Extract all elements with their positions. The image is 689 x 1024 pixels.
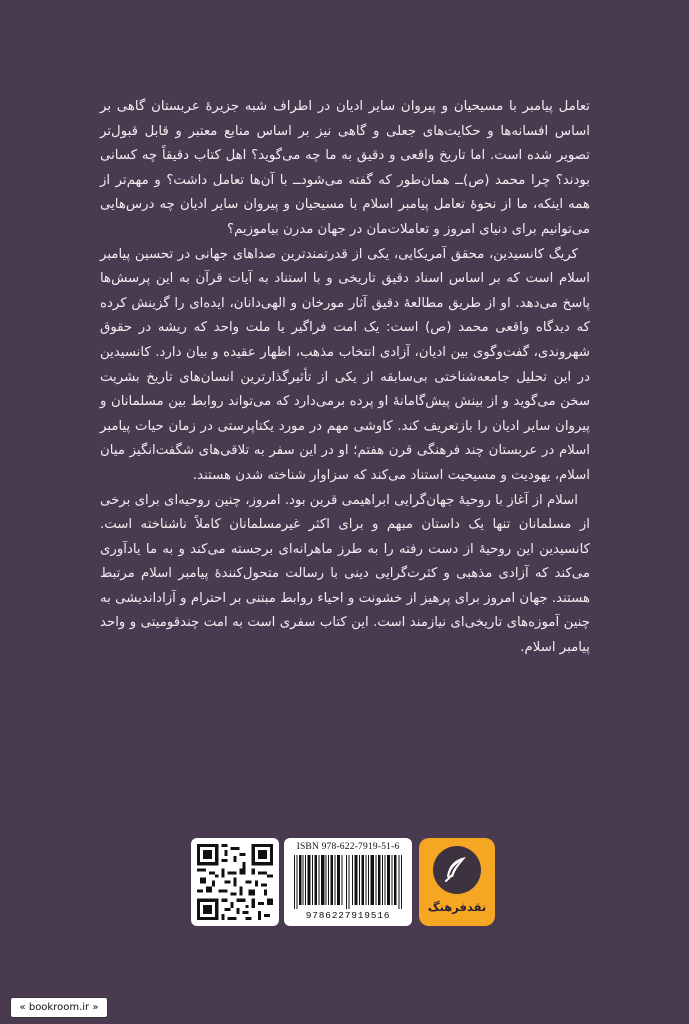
feather-quill-icon [440, 853, 474, 887]
isbn-label: ISBN 978-622-7919-51-6 [296, 842, 400, 852]
watermark-badge[interactable]: « bookroom.ir » [10, 997, 108, 1018]
publisher-logo [419, 838, 495, 926]
barcode-digits: 9786227919516 [305, 910, 391, 921]
blurb-paragraph-1: تعامل پیامبر با مسیحیان و پیروان سایر ادیان در اطراف شبه جزیرهٔ عربستان گاهی بر اساس افسانه‌ها و حکایت‌های جعلی و گاهی نیز بر اساس منابع معتبر و قابل قبول‌تر تصویر شده است. اما تاریخ واقعی و دقیق به ما چه می‌گوید؟ اهل کتاب دقیقاً چه کسانی بودند؟ چرا محمد (ص)ــ همان‌طور که گفته می‌شودــ با آن‌ها تعامل داشت؟ و مهم‌تر از همه اینکه، ما از نحوهٔ تعامل پیامبر اسلام با مسیحیان و پیروان سایر ادیان چه درس‌هایی می‌توانیم برای دنیای امروز و تعاملات‌مان در جهان مدرن بیاموزیم؟ [100, 99, 590, 237]
qr-code-icon [197, 844, 273, 920]
isbn-barcode-block [284, 838, 412, 926]
qr-code [191, 838, 279, 926]
blurb-paragraph-2: کریگ کانسیدین، محقق آمریکایی، یکی از قدرتمندترین صداهای جهانی در تحسین پیامبر اسلام است که بر اساس اسناد دقیق تاریخی و با استناد به آیات قرآن به این پرسش‌ها پاسخ می‌دهد. او از طریق مطالعهٔ دقیق آثار مورخان و الهی‌دانان، ایده‌ای را گزینش کرده که دیدگاه واقعی محمد (ص) است: یک امت فراگیر یا ملت واحد که ریشه در حقوق شهروندی، گفت‌وگوی بین ادیان، آزادی انتخاب مذهب، اظهار عقیده و بیان دارد. کانسیدین در این تحلیل جامعه‌شناختی بی‌سابقه از یکی از تأثیرگذارترین انسان‌های تاریخ بشریت سخن می‌گوید و از بینش پیش‌گامانهٔ او پرده برمی‌دارد که می‌تواند روابط بین مسلمانان و پیروان سایر ادیان را بازتعریف کند. کاوشی مهم در مورد یکتاپرستی در زمان حیات پیامبر اسلام در عربستان چند فرهنگی قرن هفتم؛ او در این سفر به تلاقی‌های شگفت‌انگیز میان اسلام، یهودیت و مسیحیت استناد می‌کند که سزاوار شناخته شدن هستند. [100, 246, 590, 483]
publisher-logo-circle [433, 846, 481, 894]
blurb-paragraph-3: اسلام از آغاز با روحیهٔ جهان‌گرایی ابراهیمی قرین بود. امروز، چنین روحیه‌ای برای برخی از مسلمانان تنها یک داستان مبهم و برای اکثر غیرمسلمانان کاملاً ناشناخته است. کانسیدین این روحیهٔ از دست رفته را به طرز ماهرانه‌ای برجسته می‌کند و به ما یادآوری می‌کند که آزادی مذهبی و کثرت‌گرایی دینی با رسالت متحول‌کنندهٔ پیامبر اسلام مرتبط هستند. جهان امروز برای پرهیز از خشونت و احیاء روابط مبتنی بر احترام و آزاداندیشی به چنین آموزه‌های تاریخی‌ای نیازمند است. این کتاب سفری است به امت چندقومیتی و واحد پیامبر اسلام. [100, 492, 590, 656]
barcode-icon [292, 855, 404, 909]
blurb-text [100, 95, 590, 661]
publisher-name: نقدفرهنگ [427, 900, 487, 914]
